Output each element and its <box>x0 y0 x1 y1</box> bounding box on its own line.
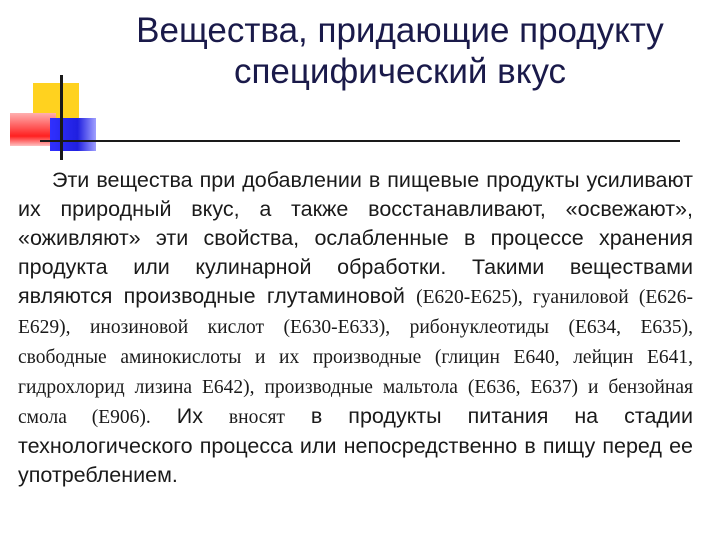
body-part-3: Их <box>150 404 229 428</box>
title-line-2: специфический вкус <box>233 52 567 91</box>
title-line-1: Вещества, придающие продукту <box>136 11 664 50</box>
body-part-4: вносят <box>228 407 285 428</box>
body-part-5: в продукты питания на стадии технологического процесса или непосредственно в пищу перед ее употреблением. <box>18 404 693 487</box>
body-paragraph <box>18 166 693 490</box>
slide-title <box>100 10 700 92</box>
body-part-1: Эти вещества при добавлении в пищевые продукты усиливают их природный вкус, а также восстанавливают, «освежают», «оживляют» эти свойства, ослабленные в процессе хранения продукта или кулинарной обработки. Такими веществами являются производные глутаминовой <box>18 168 693 308</box>
vertical-rule <box>60 75 63 160</box>
body-part-2: (Е620-Е625), гуаниловой (Е626-Е629), инозиновой кислот (Е630-Е633), рибонуклеотиды (Е634, Е635), свободные аминокислоты и их производные (глицин Е640, лейцин Е641, гидрохлорид лизина Е642), производные мальтола (Е636, Е637) и бензойная смола (Е906). <box>18 287 693 428</box>
horizontal-rule <box>40 140 680 142</box>
blue-square-decoration <box>50 118 96 151</box>
